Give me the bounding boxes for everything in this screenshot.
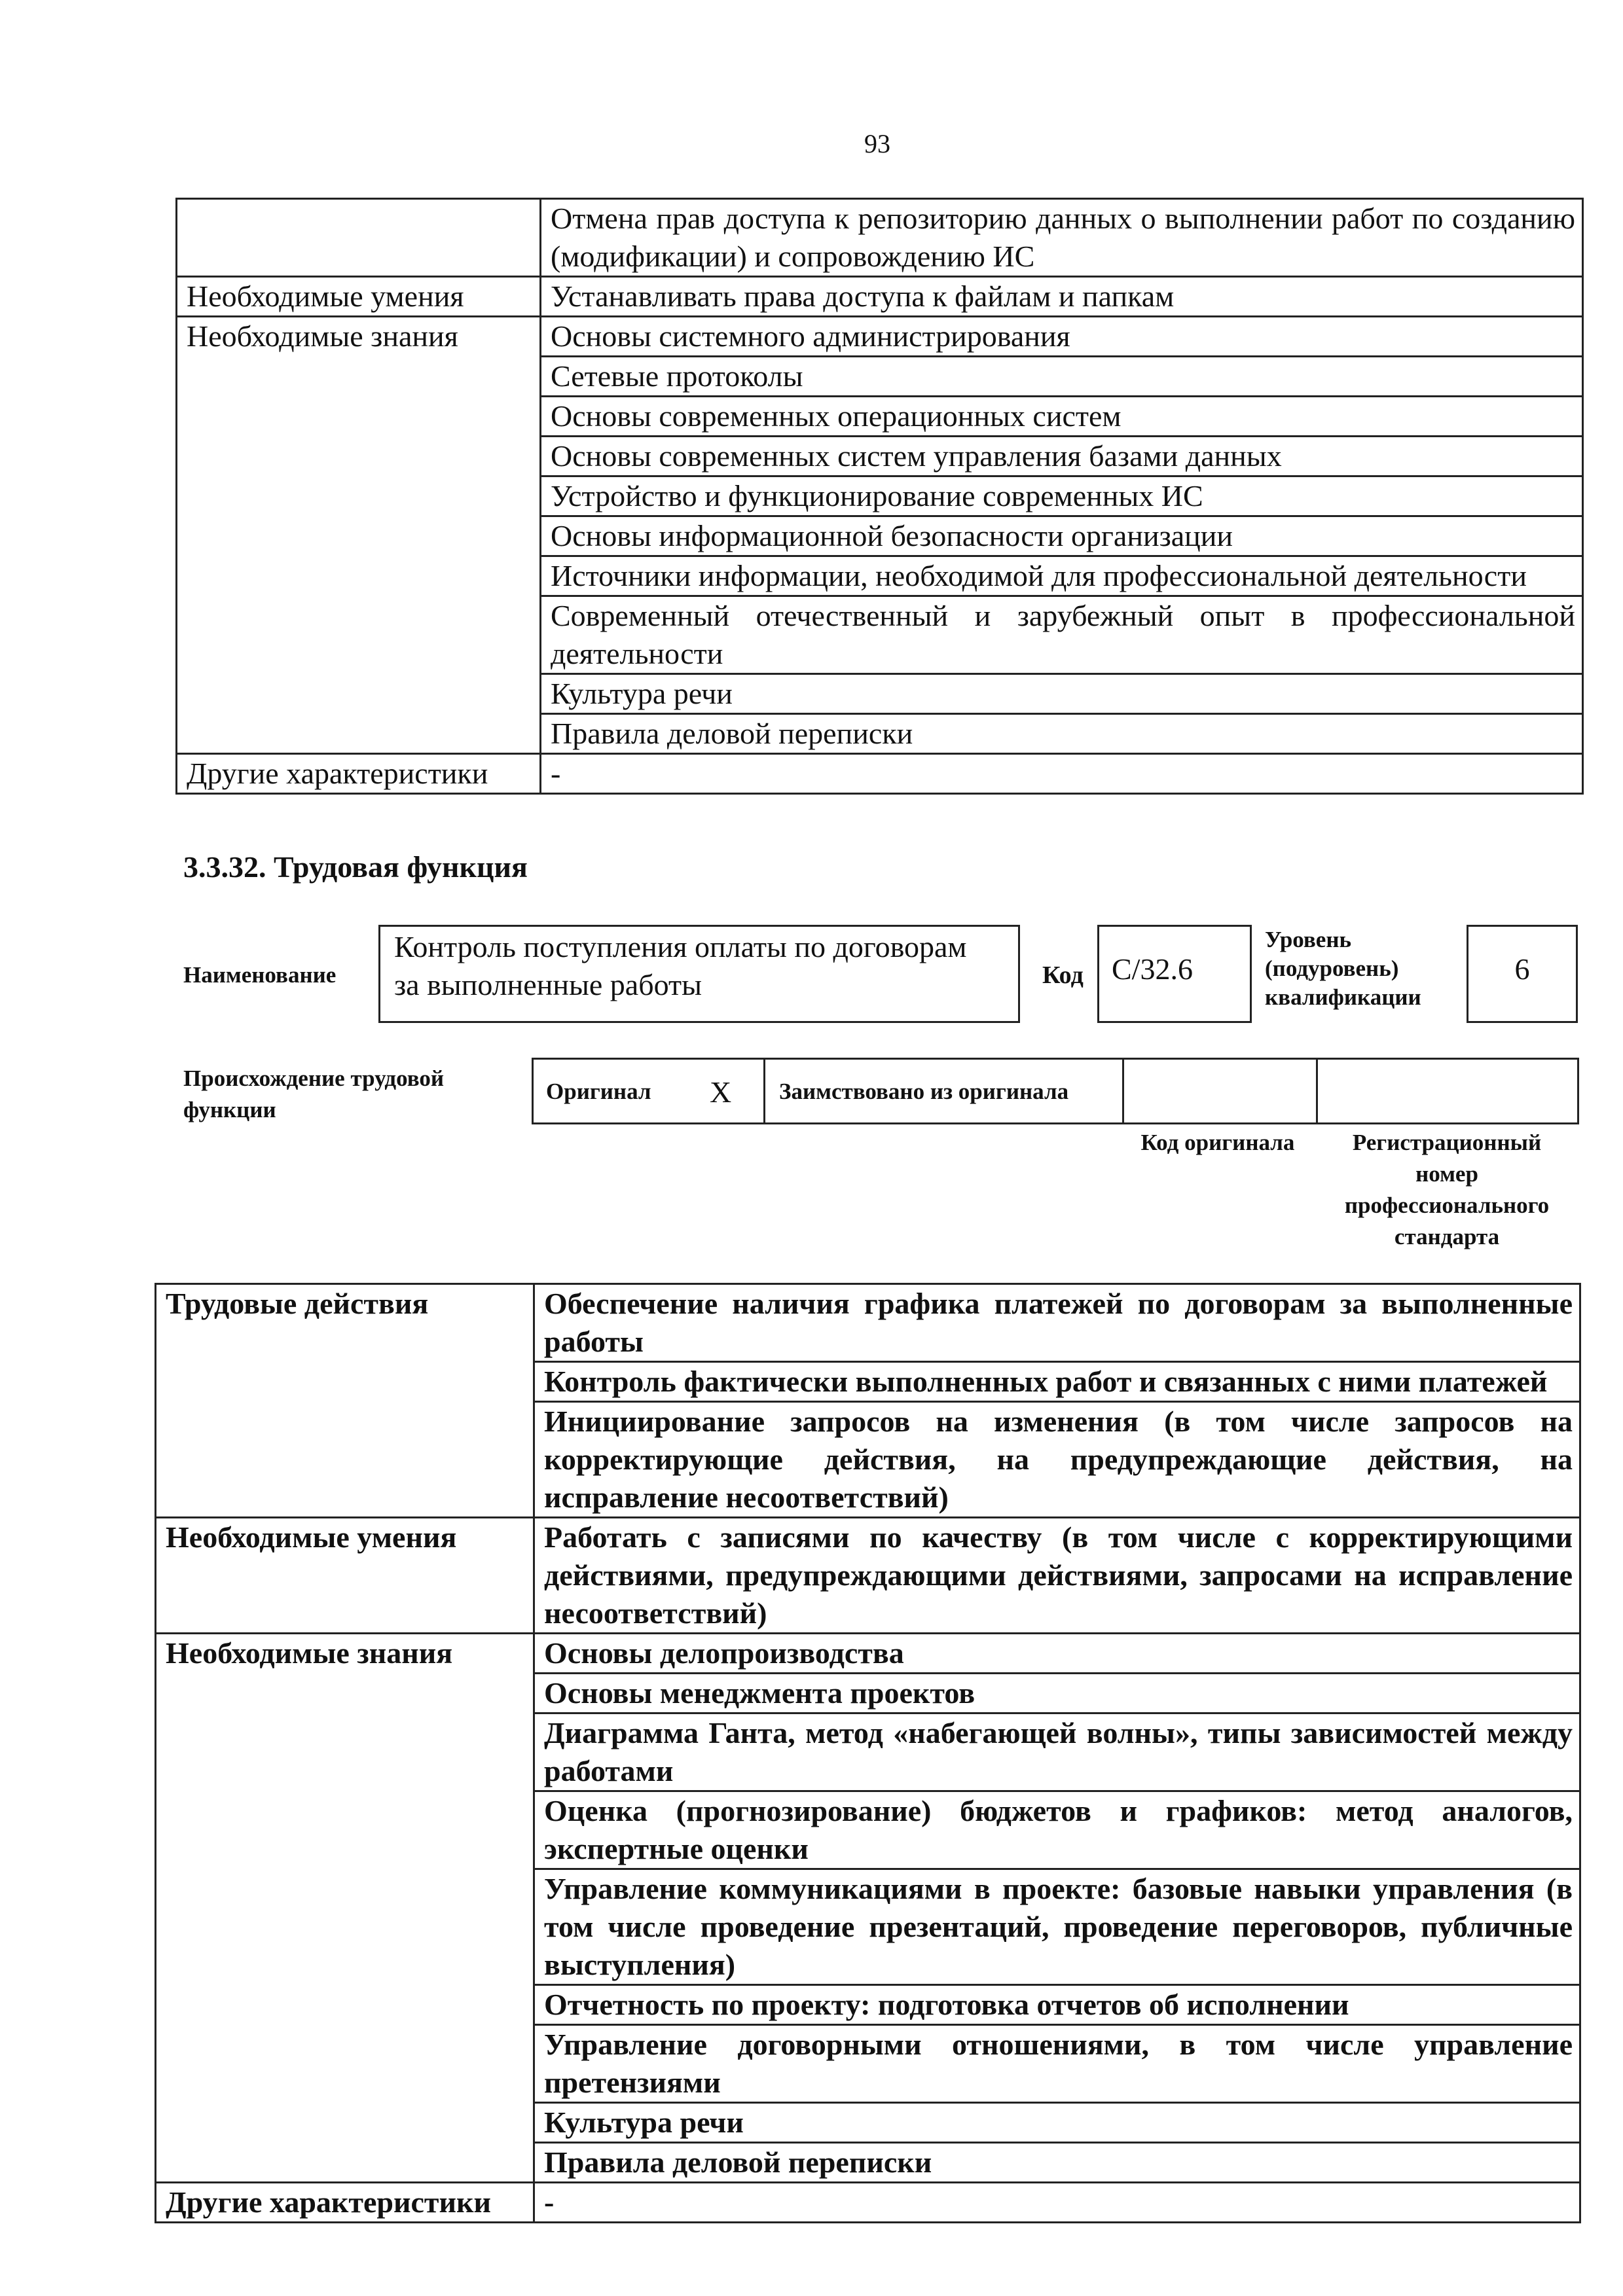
- row-value: Оценка (прогнозирование) бюджетов и графиков: метод аналогов, экспертные оценки: [534, 1791, 1580, 1869]
- row-value: Диаграмма Ганта, метод «набегающей волны», типы зависимостей между работами: [534, 1713, 1580, 1791]
- code-label: Код: [1042, 961, 1084, 989]
- row-label: [156, 1869, 534, 1985]
- row-label: [156, 2103, 534, 2143]
- competency-table-1: [175, 198, 1584, 795]
- level-label: Уровень (подуровень) квалификации: [1265, 927, 1421, 1010]
- row-value: Отчетность по проекту: подготовка отчетов об исполнении: [534, 1985, 1580, 2025]
- row-label: [177, 714, 541, 754]
- row-value: Отмена прав доступа к репозиторию данных о выполнении работ по созданию (модификации) и сопровождению ИС: [541, 199, 1583, 277]
- row-value: Основы менеджмента проектов: [534, 1674, 1580, 1713]
- original-mark: X: [710, 1075, 732, 1109]
- row-label: [177, 516, 541, 556]
- row-label: [156, 2025, 534, 2103]
- section-heading: 3.3.32. Трудовая функция: [183, 850, 528, 884]
- row-value: Работать с записями по качеству (в том числе с корректирующими действиями, предупреждающими действиями, запросами на исправление несоответствий): [534, 1518, 1580, 1634]
- row-label: [156, 1791, 534, 1869]
- code-original-caption: Код оригинала: [1140, 1130, 1295, 1155]
- competency-table-2: [155, 1283, 1581, 2223]
- level-value: 6: [1514, 952, 1530, 986]
- row-value: Управление коммуникациями в проекте: базовые навыки управления (в том числе проведение презентаций, проведение переговоров, публичные выступления): [534, 1869, 1580, 1985]
- row-label: [177, 596, 541, 674]
- row-value: -: [541, 754, 1583, 794]
- row-label: Трудовые действия: [156, 1284, 534, 1362]
- row-label: [156, 1713, 534, 1791]
- row-value: Сетевые протоколы: [541, 357, 1583, 397]
- row-value: Управление договорными отношениями, в том числе управление претензиями: [534, 2025, 1580, 2103]
- row-label: [177, 357, 541, 397]
- reg-number-caption: Регистрационный номер профессионального стандарта: [1344, 1130, 1550, 1249]
- row-label: [177, 476, 541, 516]
- row-value: Инициирование запросов на изменения (в том числе запросов на корректирующие действия, на предупреждающие действия, на исправление несоответствий): [534, 1402, 1580, 1518]
- row-label: [177, 437, 541, 476]
- row-value: Устанавливать права доступа к файлам и папкам: [541, 277, 1583, 317]
- code-orig-divider: [1316, 1058, 1318, 1124]
- row-label: [177, 674, 541, 714]
- row-value: Основы информационной безопасности организации: [541, 516, 1583, 556]
- name-value: Контроль поступления оплаты по договорам за выполненные работы: [394, 930, 967, 1001]
- row-label: Другие характеристики: [156, 2183, 534, 2223]
- row-value: Источники информации, необходимой для профессиональной деятельности: [541, 556, 1583, 596]
- row-value: Правила деловой переписки: [534, 2143, 1580, 2183]
- row-label: [156, 1985, 534, 2025]
- row-label: [177, 397, 541, 437]
- row-label: [177, 556, 541, 596]
- row-label: Необходимые умения: [156, 1518, 534, 1634]
- row-value: -: [534, 2183, 1580, 2223]
- row-value: Культура речи: [534, 2103, 1580, 2143]
- row-value: Основы делопроизводства: [534, 1634, 1580, 1674]
- row-value: Основы современных операционных систем: [541, 397, 1583, 437]
- borrowed-label: Заимствовано из оригинала: [779, 1079, 1069, 1104]
- original-label: Оригинал: [546, 1079, 651, 1104]
- original-divider: [763, 1058, 765, 1124]
- name-label: Наименование: [183, 962, 337, 988]
- row-value: Контроль фактически выполненных работ и связанных с ними платежей: [534, 1362, 1580, 1402]
- borrowed-divider: [1122, 1058, 1124, 1124]
- row-label: Необходимые знания: [156, 1634, 534, 1674]
- row-label: [156, 1362, 534, 1402]
- page-number: 93: [864, 129, 890, 158]
- row-label: Необходимые умения: [177, 277, 541, 317]
- code-value: C/32.6: [1112, 952, 1193, 986]
- row-label: [156, 1402, 534, 1518]
- row-value: Культура речи: [541, 674, 1583, 714]
- row-label: [156, 1674, 534, 1713]
- row-value: Обеспечение наличия графика платежей по договорам за выполненные работы: [534, 1284, 1580, 1362]
- row-value: Основы современных систем управления базами данных: [541, 437, 1583, 476]
- row-label: Необходимые знания: [177, 317, 541, 357]
- origin-label: Происхождение трудовой функции: [183, 1066, 445, 1122]
- row-label: [156, 2143, 534, 2183]
- row-label: Другие характеристики: [177, 754, 541, 794]
- row-value: Современный отечественный и зарубежный опыт в профессиональной деятельности: [541, 596, 1583, 674]
- row-value: Правила деловой переписки: [541, 714, 1583, 754]
- row-value: Устройство и функционирование современных ИС: [541, 476, 1583, 516]
- row-label: [177, 199, 541, 277]
- row-value: Основы системного администрирования: [541, 317, 1583, 357]
